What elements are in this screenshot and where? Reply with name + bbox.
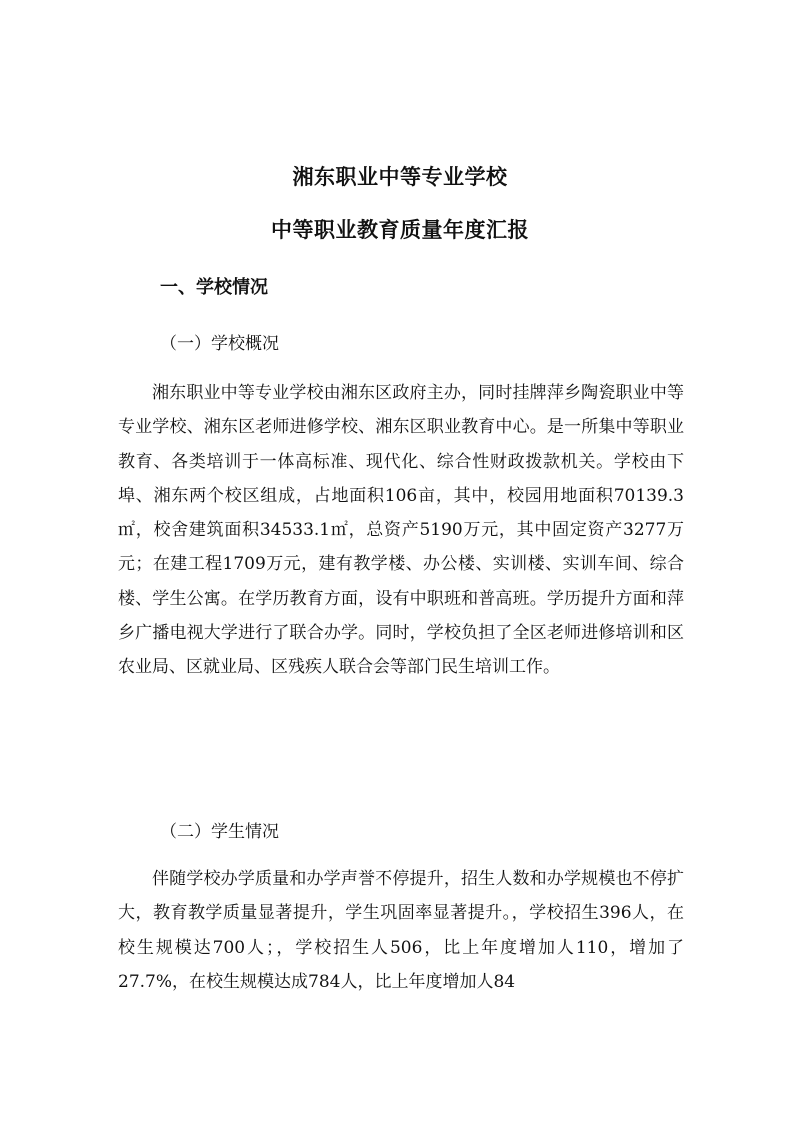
paragraph-student-situation: 伴随学校办学质量和办学声誉不停提升，招生人数和办学规模也不停扩大，教育教学质量显著提升，学生巩固率显著提升。，学校招生396人，在校生规模达700人；，学校招生人506，比上年度增加人110，增加了27.7%，在校生规模达成784人，比上年度增加人84 <box>118 869 684 992</box>
subsection-heading-school-overview: （一）学校概况 <box>160 334 279 354</box>
paragraph-school-overview: 湘东职业中等专业学校由湘东区政府主办，同时挂牌萍乡陶瓷职业中等专业学校、湘东区老师进修学校、湘东区职业教育中心。是一所集中等职业教育、各类培训于一体高标准、现代化、综合性财政拨款机关。学校由下埠、湘东两个校区组成，占地面积106亩，其中，校园用地面积70139.3㎡，校舍建筑面积34533.1㎡，总资产5190万元，其中固定资产3277万元；在建工程1709万元，建有教学楼、办公楼、实训楼、实训车间、综合楼、学生公寓。在学历教育方面，设有中职班和普高班。学历提升方面和萍乡广播电视大学进行了联合办学。同时，学校负担了全区老师进修培训和区农业局、区就业局、区残疾人联合会等部门民生培训工作。 <box>118 383 684 678</box>
document-title-line2: 中等职业教育质量年度汇报 <box>271 218 529 242</box>
subsection-heading-student-situation: （二）学生情况 <box>160 822 279 842</box>
document-title-line1: 湘东职业中等专业学校 <box>292 165 508 189</box>
section-heading-school-situation: 一、学校情况 <box>160 277 268 298</box>
